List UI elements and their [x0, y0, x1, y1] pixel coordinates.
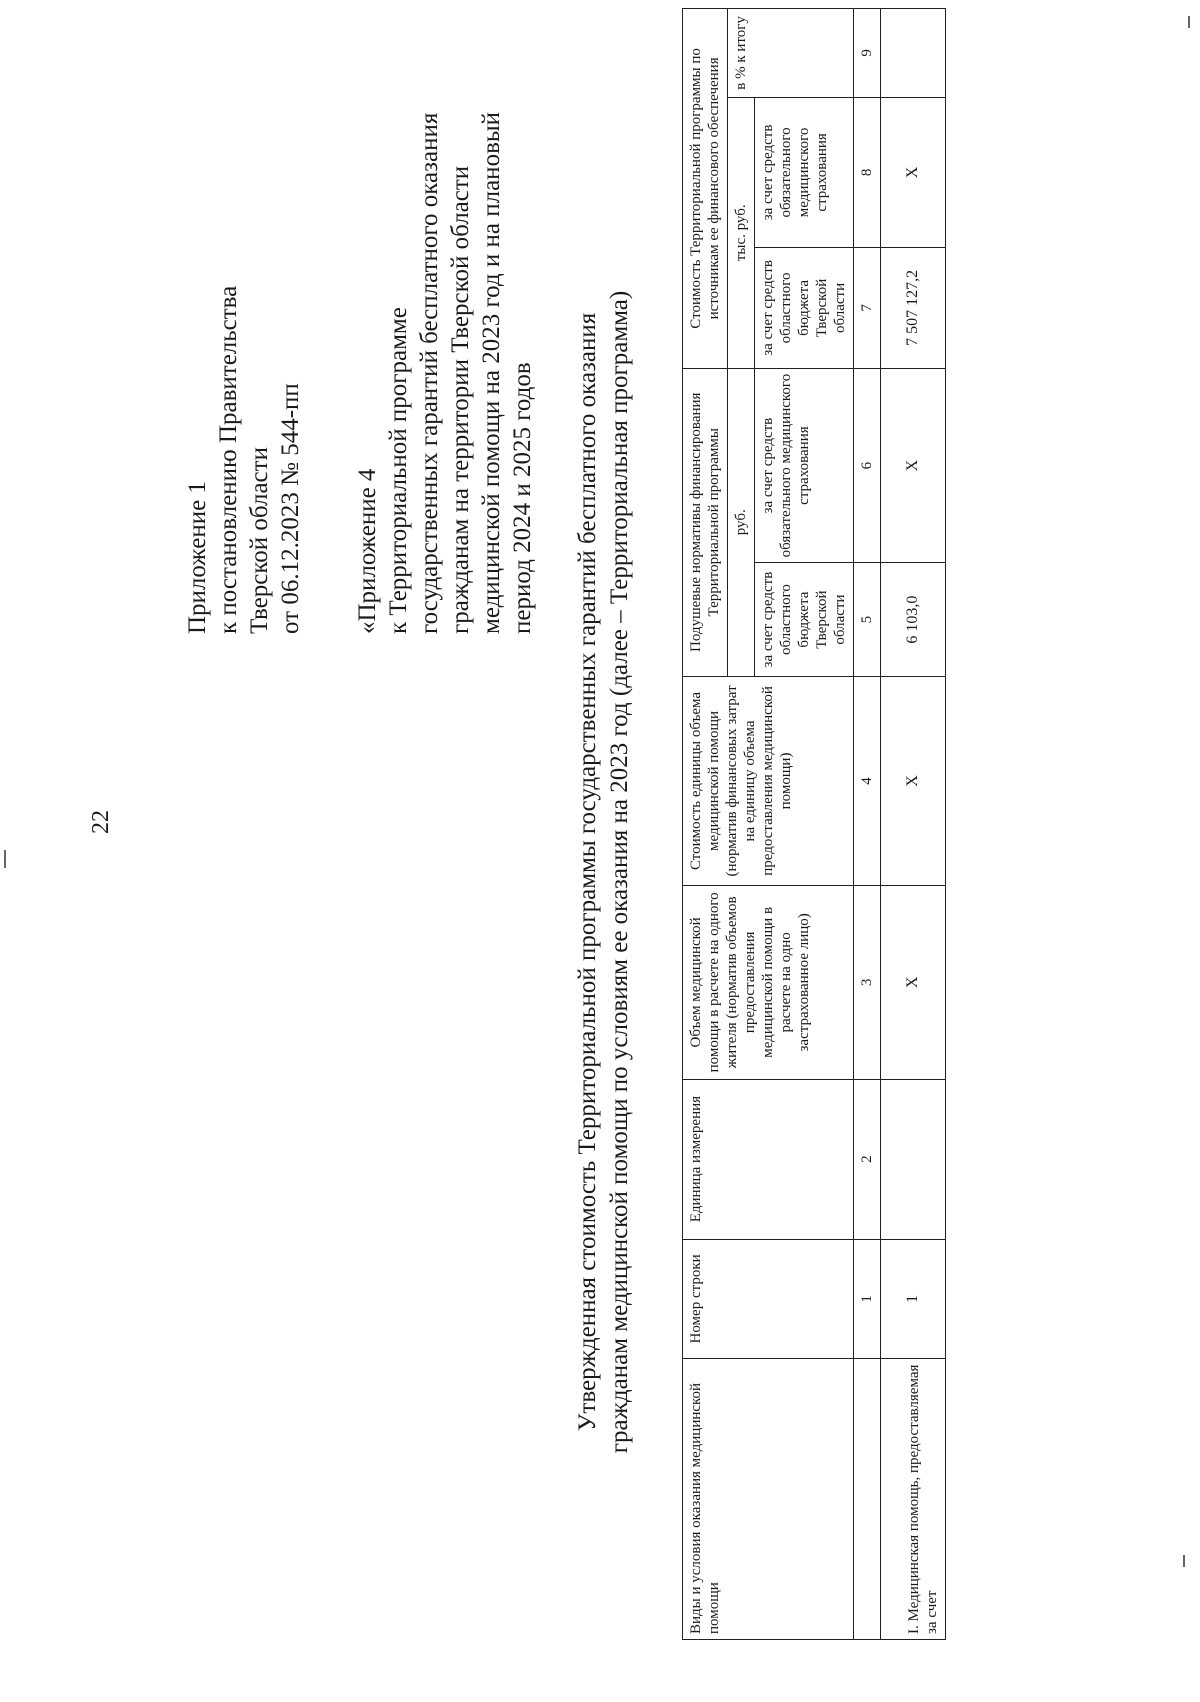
appendix-4-line: государственных гарантий бесплатного оказания	[416, 112, 443, 634]
document-title-line: Утвержденная стоимость Территориальной программы государственных гарантий бесплатного оказания	[574, 312, 601, 1432]
total-oms-cell: Х	[881, 97, 946, 247]
appendix-1-line: от 06.12.2023 № 544-пп	[277, 383, 304, 634]
header-percent: в % к итогу	[728, 9, 854, 98]
appendix-4-header	[352, 112, 538, 634]
table-row	[881, 9, 946, 1640]
column-number-cell: 6	[854, 368, 881, 563]
header-volume: Объем медицинской помощи в расчете на одного жителя (норматив объемов предоставления медицинской помощи в расчете на одно застрахованное лицо)	[683, 886, 854, 1079]
column-number-cell: 5	[854, 563, 881, 676]
header-regional-budget: за счет средств областного бюджета Тверской области	[755, 248, 854, 369]
header-oms: за счет средств обязательного медицинского страхования	[755, 97, 854, 247]
appendix-4-line: медицинской помощи на 2023 год и на плановый	[478, 111, 505, 634]
column-number-cell: 7	[854, 248, 881, 369]
header-thousand-rub: тыс. руб.	[728, 97, 755, 368]
page-number: 22	[88, 810, 114, 834]
scan-speck	[4, 850, 6, 868]
header-per-capita: Подушевые нормативы финансирования Территориальной программы	[683, 368, 728, 676]
appendix-1-header	[182, 286, 306, 634]
header-oms: за счет средств обязательного медицинского страхования	[755, 368, 854, 563]
appendix-4-line: к Территориальной программе	[385, 307, 412, 634]
total-budget-cell: 7 507 127,2	[881, 248, 946, 369]
volume-cell: Х	[881, 886, 946, 1079]
unit-cost-cell: Х	[881, 676, 946, 885]
column-number-cell: 8	[854, 97, 881, 247]
header-kinds: Виды и условия оказания медицинской помощи	[683, 1359, 854, 1640]
column-number-cell: 9	[854, 9, 881, 98]
header-row-number: Номер строки	[683, 1239, 854, 1358]
appendix-1-line: Тверской области	[246, 447, 273, 634]
column-number-cell: 3	[854, 886, 881, 1079]
unit-cell	[881, 1079, 946, 1239]
column-number-cell: 1	[854, 1239, 881, 1358]
document-title-line: гражданам медицинской помощи по условиям ее оказания на 2023 год (далее – Территориальная программа)	[606, 290, 633, 1454]
percent-cell	[881, 9, 946, 98]
header-regional-budget: за счет средств областного бюджета Тверской области	[755, 563, 854, 676]
appendix-1-line: Приложение 1	[184, 481, 211, 634]
per-capita-budget-cell: 6 103,0	[881, 563, 946, 676]
column-number-cell: 4	[854, 676, 881, 885]
appendix-1-line: к постановлению Правительства	[215, 285, 242, 634]
header-unit-cost: Стоимость единицы объема медицинской помощи (норматив финансовых затрат на единицу объема предоставления медицинской помощи)	[683, 676, 854, 885]
table-header-row	[683, 9, 728, 1640]
appendix-4-line: «Приложение 4	[354, 468, 381, 634]
header-unit: Единица измерения	[683, 1079, 854, 1239]
column-number-row	[854, 9, 881, 1640]
appendix-4-line: гражданам на территории Тверской области	[447, 165, 474, 634]
row-number-cell: 1	[881, 1239, 946, 1358]
scan-speck	[1183, 1555, 1185, 1567]
row-label: I. Медицинская помощь, предоставляемая за счет	[881, 1359, 946, 1640]
scan-speck	[1188, 16, 1190, 28]
header-rub: руб.	[728, 368, 755, 676]
document-title	[572, 222, 636, 1522]
header-total-cost: Стоимость Территориальной программы по источникам ее финансового обеспечения	[683, 9, 728, 369]
per-capita-oms-cell: Х	[881, 368, 946, 563]
column-number-cell	[854, 1359, 881, 1640]
column-number-cell: 2	[854, 1079, 881, 1239]
cost-table	[682, 8, 946, 1640]
appendix-4-line: период 2024 и 2025 годов	[509, 362, 536, 634]
